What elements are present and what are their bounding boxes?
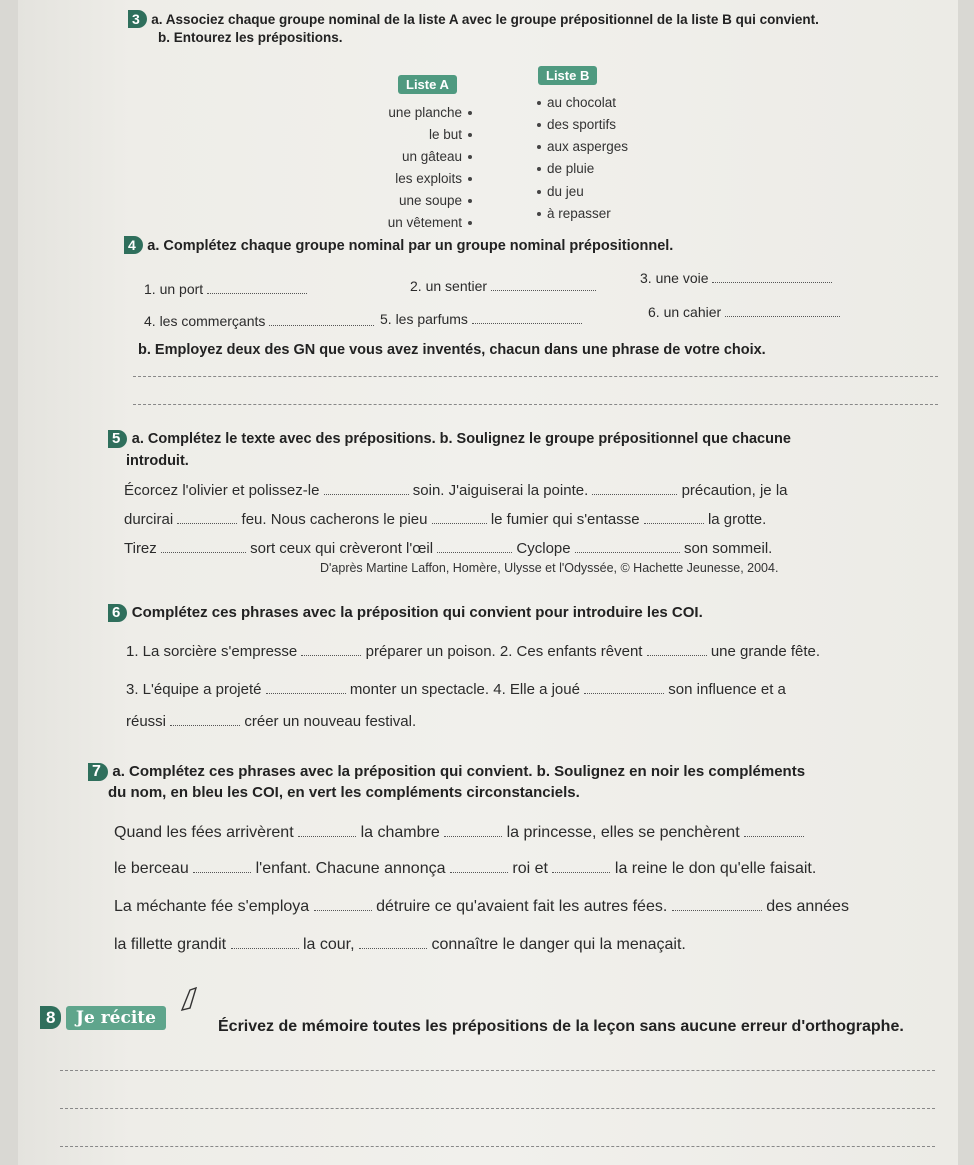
list-a-item[interactable]: une soupe xyxy=(288,193,478,208)
answer-blank[interactable] xyxy=(359,936,427,949)
answer-blank[interactable] xyxy=(491,278,596,291)
list-a-item[interactable]: le but xyxy=(288,127,478,142)
list-b-item[interactable]: du jeu xyxy=(531,184,584,199)
exercise-4-title-b: b. Employez deux des GN que vous avez inventés, chacun dans une phrase de votre choix. xyxy=(138,342,766,358)
list-b-item[interactable]: aux asperges xyxy=(531,139,628,154)
answer-blank[interactable] xyxy=(314,898,372,911)
answer-blank[interactable] xyxy=(647,643,707,656)
writing-line[interactable] xyxy=(133,404,938,405)
exercise-3-title-a: a. Associez chaque groupe nominal de la liste A avec le groupe prépositionnel de la liste B qui convient. xyxy=(151,12,819,27)
list-a-item[interactable]: un gâteau xyxy=(288,149,478,164)
exercise-4-number: 4 xyxy=(124,236,143,254)
exercise-6-title: Complétez ces phrases avec la préposition qui convient pour introduire les COI. xyxy=(131,604,703,621)
list-b-item[interactable]: à repasser xyxy=(531,206,611,221)
exercise-7-number: 7 xyxy=(88,763,108,781)
exercise-7-title-line2: du nom, en bleu les COI, en vert les compléments circonstanciels. xyxy=(108,784,580,801)
list-a-label: Liste A xyxy=(398,75,457,94)
list-b-item[interactable]: au chocolat xyxy=(531,95,616,110)
ex4-item-6: 6. un cahier xyxy=(648,304,840,320)
answer-blank[interactable] xyxy=(744,824,804,837)
exercise-8-instruction: Écrivez de mémoire toutes les prépositions de la leçon sans aucune erreur d'orthographe. xyxy=(218,1018,904,1035)
ex6-line-1: 1. La sorcière s'empresse préparer un poison. 2. Ces enfants rêvent une grande fête. xyxy=(126,643,821,660)
ex4-item-5: 5. les parfums xyxy=(380,311,582,327)
exercise-8-header xyxy=(40,1008,166,1028)
answer-blank[interactable] xyxy=(672,898,762,911)
exercise-4-header xyxy=(124,236,673,255)
ex6-line-3: réussi créer un nouveau festival. xyxy=(126,713,417,730)
answer-blank[interactable] xyxy=(301,643,361,656)
answer-blank[interactable] xyxy=(266,681,346,694)
answer-blank[interactable] xyxy=(584,681,664,694)
ex4-item-1: 1. un port xyxy=(144,281,307,297)
ex4-item-4: 4. les commerçants xyxy=(144,313,374,329)
answer-blank[interactable] xyxy=(575,540,680,553)
writing-line[interactable] xyxy=(133,376,938,377)
exercise-3-number: 3 xyxy=(128,10,147,28)
je-recite-label: Je récite xyxy=(66,1006,166,1030)
ex7-line-3: La méchante fée s'employa détruire ce qu'avaient fait les autres fées. des années xyxy=(114,898,849,915)
exercise-3-title-b: b. Entourez les prépositions. xyxy=(158,30,343,45)
answer-blank[interactable] xyxy=(644,511,704,524)
ex7-line-2: le berceau l'enfant. Chacune annonça roi et la reine le don qu'elle faisait. xyxy=(114,860,817,877)
list-a-item[interactable]: une planche xyxy=(288,105,478,120)
answer-blank[interactable] xyxy=(177,511,237,524)
exercise-7-header xyxy=(88,763,805,781)
exercise-4-title-a: a. Complétez chaque groupe nominal par un groupe nominal prépositionnel. xyxy=(147,238,674,254)
writing-line[interactable] xyxy=(60,1146,935,1147)
answer-blank[interactable] xyxy=(298,824,356,837)
ex4-item-3: 3. une voie xyxy=(640,270,832,286)
exercise-5-header xyxy=(108,430,791,448)
ex5-line-1: Écorcez l'olivier et polissez-le soin. J'aiguiserai la pointe. précaution, je la xyxy=(124,482,788,499)
list-b-label: Liste B xyxy=(538,66,597,85)
answer-blank[interactable] xyxy=(161,540,246,553)
writing-line[interactable] xyxy=(60,1070,935,1071)
ex5-line-3: Tirez sort ceux qui crèveront l'œil Cyclope son sommeil. xyxy=(124,540,773,557)
ex7-line-1: Quand les fées arrivèrent la chambre la princesse, elles se penchèrent xyxy=(114,824,804,842)
answer-blank[interactable] xyxy=(552,860,610,873)
list-b-item[interactable]: des sportifs xyxy=(531,117,616,132)
exercise-5-number: 5 xyxy=(108,430,127,448)
answer-blank[interactable] xyxy=(712,270,832,283)
list-a-item[interactable]: un vêtement xyxy=(288,215,478,230)
ex6-line-2: 3. L'équipe a projeté monter un spectacle. 4. Elle a joué son influence et a xyxy=(126,681,786,698)
answer-blank[interactable] xyxy=(207,281,307,294)
answer-blank[interactable] xyxy=(725,304,840,317)
writing-line[interactable] xyxy=(60,1108,935,1109)
answer-blank[interactable] xyxy=(324,482,409,495)
answer-blank[interactable] xyxy=(437,540,512,553)
answer-blank[interactable] xyxy=(444,824,502,837)
ex7-line-4: la fillette grandit la cour, connaître le danger qui la menaçait. xyxy=(114,936,686,953)
ex5-line-2: durcirai feu. Nous cacherons le pieu le fumier qui s'entasse la grotte. xyxy=(124,511,767,528)
pen-icon xyxy=(176,984,212,1014)
exercise-6-header xyxy=(108,604,703,622)
answer-blank[interactable] xyxy=(450,860,508,873)
answer-blank[interactable] xyxy=(269,313,374,326)
exercise-5-title-line2: introduit. xyxy=(126,453,189,469)
list-b-item[interactable]: de pluie xyxy=(531,161,594,176)
source-credit: D'après Martine Laffon, Homère, Ulysse et l'Odyssée, © Hachette Jeunesse, 2004. xyxy=(320,561,779,575)
answer-blank[interactable] xyxy=(193,860,251,873)
answer-blank[interactable] xyxy=(432,511,487,524)
exercise-3-header xyxy=(128,10,819,29)
exercise-8-number: 8 xyxy=(40,1006,61,1029)
exercise-6-number: 6 xyxy=(108,604,127,622)
answer-blank[interactable] xyxy=(231,936,299,949)
answer-blank[interactable] xyxy=(170,713,240,726)
workbook-page xyxy=(18,0,958,1165)
ex4-item-2: 2. un sentier xyxy=(410,278,596,294)
exercise-7-title-line1: a. Complétez ces phrases avec la préposition qui convient. b. Soulignez en noir les compléments xyxy=(112,763,806,780)
answer-blank[interactable] xyxy=(592,482,677,495)
exercise-5-title-line1: a. Complétez le texte avec des prépositions. b. Soulignez le groupe prépositionnel que chacune xyxy=(131,431,791,447)
list-a-item[interactable]: les exploits xyxy=(288,171,478,186)
answer-blank[interactable] xyxy=(472,311,582,324)
